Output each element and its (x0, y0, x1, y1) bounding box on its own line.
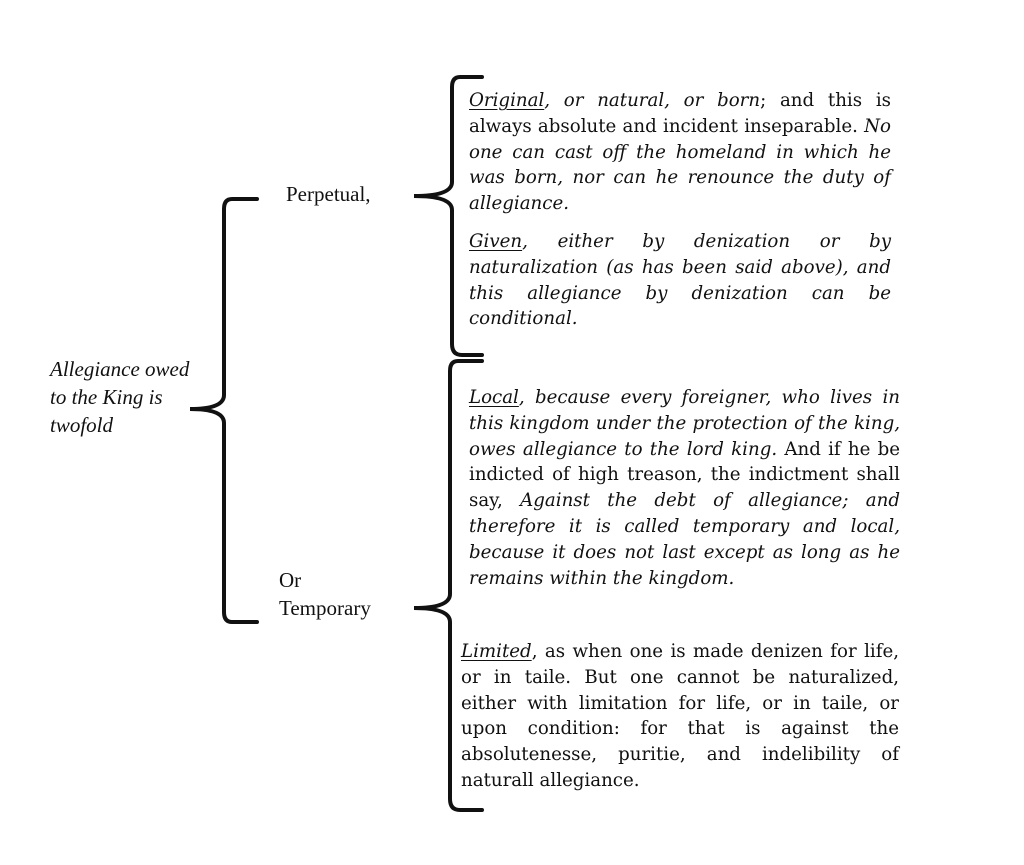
temporary-label-line1: Or (279, 568, 302, 592)
local-text-3: Against the debt of allegiance; and therefore it is called temporary and local, because it does not last except as long as he remains within the kingdom. (469, 490, 900, 589)
local-text-1: , because every foreigner, who lives in this kingdom under the protection of the king, owes allegiance to the lord king. (469, 387, 900, 460)
original-paragraph (469, 88, 891, 217)
local-text-2: And if he be indicted of high treason, the indictment shall say, (469, 438, 900, 512)
original-text-1: , or natural, or born (544, 90, 761, 111)
given-term: Given (469, 231, 523, 252)
limited-paragraph (461, 639, 899, 794)
given-paragraph (469, 229, 891, 332)
root-brace (190, 199, 257, 622)
limited-text-1: , as when one is made denizen for life, or in taile. But one cannot be naturalized, either with limitation for life, or in taile, or upon condition: for that is against the absolutenesse, puritie, and indelibility of naturall allegiance. (461, 641, 899, 791)
limited-term: Limited (461, 641, 532, 662)
local-term: Local (469, 387, 519, 408)
local-paragraph (469, 385, 900, 591)
given-text-1: , either by denization or by naturalization (as has been said above), and this allegiance by denization can be conditional. (469, 231, 891, 330)
original-term: Original (469, 90, 545, 111)
perpetual-label: Perpetual, (286, 182, 371, 206)
root-label: Allegiance owed to the King is twofold (50, 357, 190, 437)
original-text-2: ; and this is always absolute and incident inseparable. (469, 90, 891, 137)
temporary-label (279, 566, 371, 622)
temporary-label-line2: Temporary (279, 596, 371, 620)
original-text-3: No one can cast off the homeland in which he was born, nor can he renounce the duty of allegiance. (469, 115, 891, 215)
